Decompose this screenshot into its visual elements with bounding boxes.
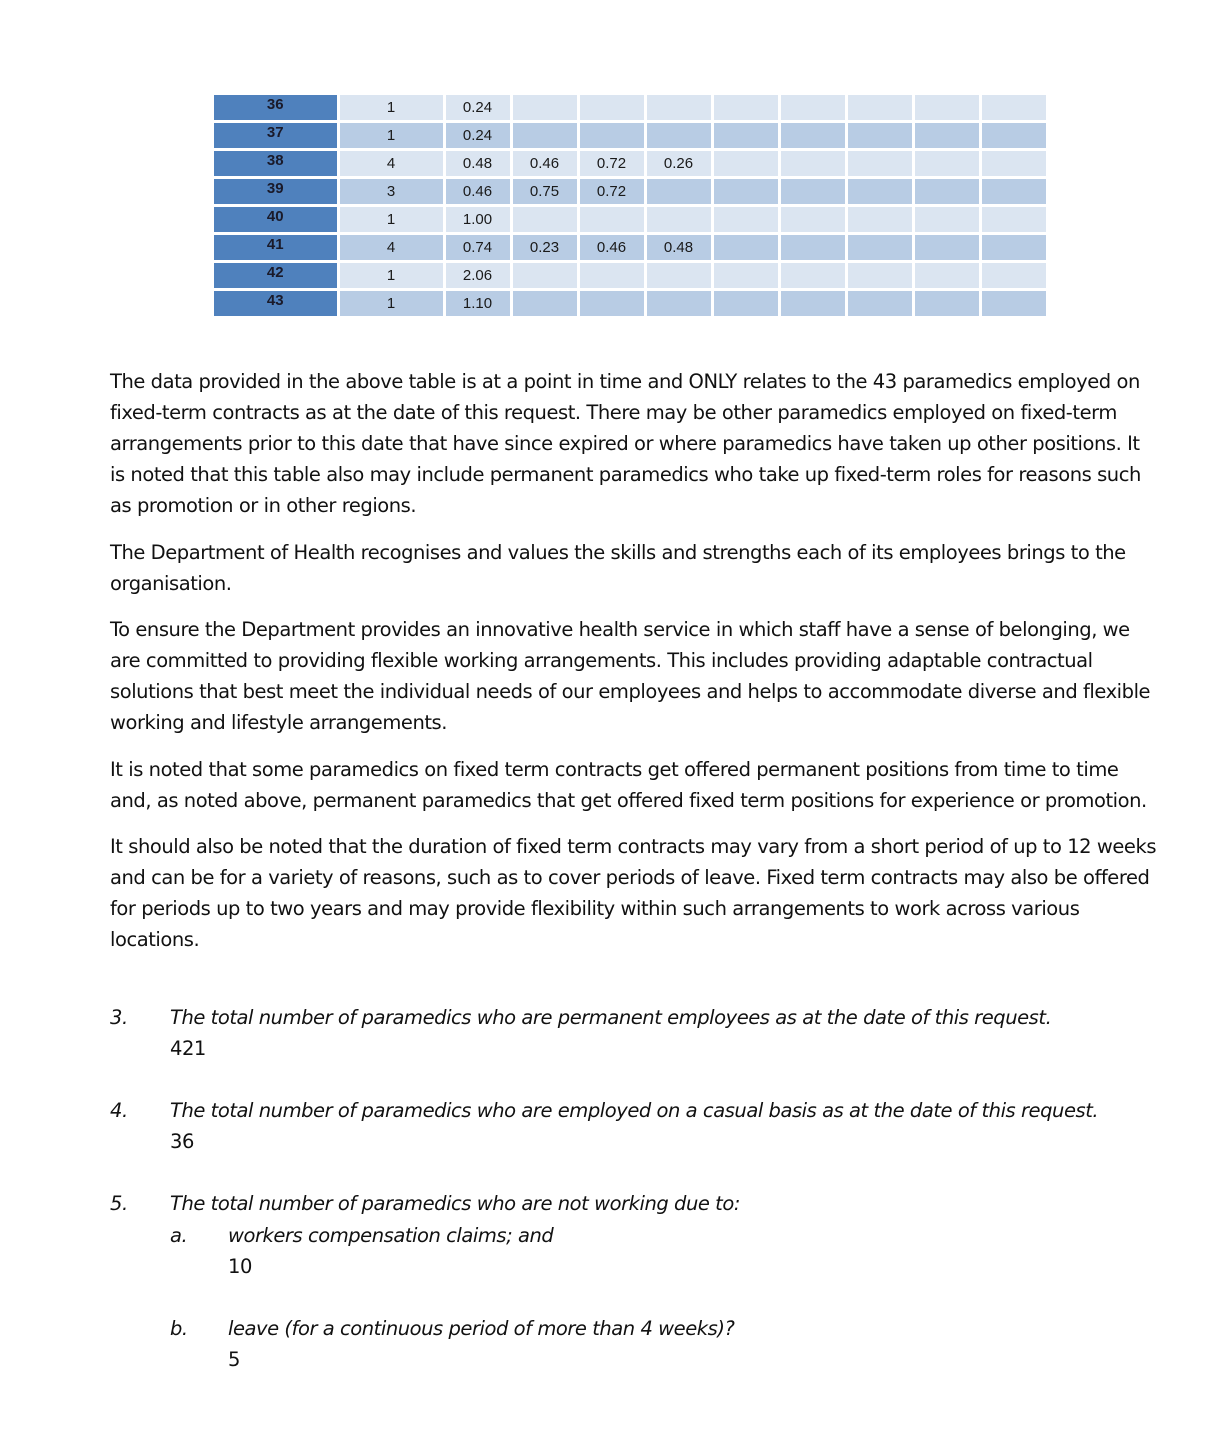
row-value-cell — [712, 262, 779, 290]
table-row — [214, 95, 1047, 122]
row-count-cell: 3 — [338, 178, 444, 206]
question-answer: 421 — [170, 1037, 206, 1060]
question-number: 5. — [110, 1192, 128, 1215]
row-id-cell: 37 — [214, 122, 338, 150]
question-text: The total number of paramedics who are not working due to: — [170, 1192, 740, 1215]
row-value-cell — [712, 290, 779, 318]
row-value-cell — [511, 262, 578, 290]
row-value-cell — [980, 206, 1047, 234]
row-value-cell — [913, 206, 980, 234]
row-value-cell — [913, 290, 980, 318]
row-value-cell — [511, 122, 578, 150]
row-value-cell — [645, 290, 712, 318]
row-value-cell — [712, 122, 779, 150]
row-value-cell — [980, 290, 1047, 318]
row-value-cell — [511, 290, 578, 318]
row-count-cell: 1 — [338, 206, 444, 234]
sub-item-letter: b. — [170, 1317, 188, 1340]
paragraph-permanent-offers: It is noted that some paramedics on fixed term contracts get offered permanent positions from time to time and, as noted above, permanent paramedics that get offered fixed term positions for experience or promotion. — [110, 758, 1147, 812]
row-value-cell — [779, 290, 846, 318]
row-value-cell: 2.06 — [444, 262, 511, 290]
row-id-cell: 41 — [214, 234, 338, 262]
table-row — [214, 178, 1047, 206]
row-value-cell: 0.24 — [444, 95, 511, 122]
sub-item-text: leave (for a continuous period of more than 4 weeks)? — [228, 1317, 735, 1340]
row-value-cell — [913, 150, 980, 178]
table-row — [214, 290, 1047, 318]
row-count-cell: 1 — [338, 122, 444, 150]
question-text: The total number of paramedics who are employed on a casual basis as at the date of this request. — [170, 1099, 1099, 1122]
row-count-cell: 4 — [338, 234, 444, 262]
row-value-cell — [846, 262, 913, 290]
row-id-cell: 38 — [214, 150, 338, 178]
paragraph-flexible-arrangements: To ensure the Department provides an innovative health service in which staff have a sense of belonging, we are committed to providing flexible working arrangements. This includes providing adaptable contractual solutions that best meet the individual needs of our employees and helps to accommodate diverse and flexible working and lifestyle arrangements. — [110, 618, 1151, 734]
row-value-cell: 0.75 — [511, 178, 578, 206]
row-value-cell — [779, 122, 846, 150]
row-value-cell — [779, 178, 846, 206]
row-value-cell — [578, 122, 645, 150]
row-count-cell: 1 — [338, 262, 444, 290]
row-value-cell — [913, 262, 980, 290]
fixed-term-contracts-table — [214, 95, 1049, 319]
question-number: 3. — [110, 1006, 128, 1029]
row-value-cell: 0.23 — [511, 234, 578, 262]
row-value-cell — [846, 95, 913, 122]
row-value-cell: 0.26 — [645, 150, 712, 178]
row-value-cell: 0.72 — [578, 150, 645, 178]
row-value-cell — [578, 290, 645, 318]
question-text: The total number of paramedics who are permanent employees as at the date of this request. — [170, 1006, 1052, 1029]
row-value-cell: 0.74 — [444, 234, 511, 262]
sub-item-letter: a. — [170, 1224, 188, 1247]
paragraph-department-values: The Department of Health recognises and values the skills and strengths each of its employees brings to the organisation. — [110, 541, 1126, 595]
paragraph-data-disclaimer: The data provided in the above table is at a point in time and ONLY relates to the 43 paramedics employed on fixed-term contracts as at the date of this request. There may be other paramedics employed on fixed-term arrangements prior to this date that have since expired or where paramedics have taken up other positions. It is noted that this table also may include permanent paramedics who take up fixed-term roles for reasons such as promotion or in other regions. — [110, 370, 1141, 517]
row-value-cell — [712, 95, 779, 122]
sub-item-answer: 10 — [228, 1255, 252, 1278]
row-id-cell: 42 — [214, 262, 338, 290]
row-value-cell — [712, 206, 779, 234]
row-value-cell — [645, 95, 712, 122]
row-value-cell: 0.46 — [444, 178, 511, 206]
row-value-cell: 0.48 — [444, 150, 511, 178]
row-value-cell — [712, 178, 779, 206]
row-value-cell: 0.46 — [511, 150, 578, 178]
row-value-cell — [846, 290, 913, 318]
row-value-cell — [980, 150, 1047, 178]
row-value-cell — [913, 178, 980, 206]
row-value-cell: 0.72 — [578, 178, 645, 206]
row-value-cell — [846, 206, 913, 234]
row-value-cell: 1.10 — [444, 290, 511, 318]
row-value-cell — [645, 206, 712, 234]
row-value-cell — [980, 262, 1047, 290]
row-count-cell: 1 — [338, 290, 444, 318]
row-value-cell — [779, 234, 846, 262]
row-value-cell: 0.48 — [645, 234, 712, 262]
sub-item-text: workers compensation claims; and — [228, 1224, 554, 1247]
row-value-cell — [578, 206, 645, 234]
row-value-cell — [980, 95, 1047, 122]
table-row — [214, 122, 1047, 150]
row-value-cell — [511, 206, 578, 234]
row-value-cell — [980, 234, 1047, 262]
row-value-cell — [779, 262, 846, 290]
row-value-cell — [913, 234, 980, 262]
row-id-cell: 40 — [214, 206, 338, 234]
table-row — [214, 150, 1047, 178]
sub-item-answer: 5 — [228, 1348, 240, 1371]
question-number: 4. — [110, 1099, 128, 1122]
row-value-cell — [779, 206, 846, 234]
row-value-cell — [712, 234, 779, 262]
row-value-cell — [712, 150, 779, 178]
row-value-cell — [980, 122, 1047, 150]
row-count-cell: 4 — [338, 150, 444, 178]
row-value-cell — [846, 122, 913, 150]
table-row — [214, 206, 1047, 234]
row-value-cell — [913, 95, 980, 122]
row-value-cell — [779, 150, 846, 178]
row-id-cell: 36 — [214, 95, 338, 122]
table-row — [214, 262, 1047, 290]
row-value-cell — [980, 178, 1047, 206]
table-row — [214, 234, 1047, 262]
row-value-cell — [779, 95, 846, 122]
row-value-cell: 0.24 — [444, 122, 511, 150]
question-answer: 36 — [170, 1130, 194, 1153]
row-value-cell — [578, 95, 645, 122]
row-value-cell — [645, 262, 712, 290]
paragraph-contract-duration: It should also be noted that the duration of fixed term contracts may vary from a short period of up to 12 weeks and can be for a variety of reasons, such as to cover periods of leave. Fixed term contracts may also be offered for periods up to two years and may provide flexibility within such arrangements to work across various locations. — [110, 835, 1157, 951]
row-value-cell: 0.46 — [578, 234, 645, 262]
row-value-cell — [846, 150, 913, 178]
row-id-cell: 39 — [214, 178, 338, 206]
row-count-cell: 1 — [338, 95, 444, 122]
row-value-cell — [645, 122, 712, 150]
row-value-cell: 1.00 — [444, 206, 511, 234]
row-value-cell — [578, 262, 645, 290]
row-id-cell: 43 — [214, 290, 338, 318]
row-value-cell — [846, 178, 913, 206]
row-value-cell — [913, 122, 980, 150]
row-value-cell — [645, 178, 712, 206]
row-value-cell — [511, 95, 578, 122]
row-value-cell — [846, 234, 913, 262]
